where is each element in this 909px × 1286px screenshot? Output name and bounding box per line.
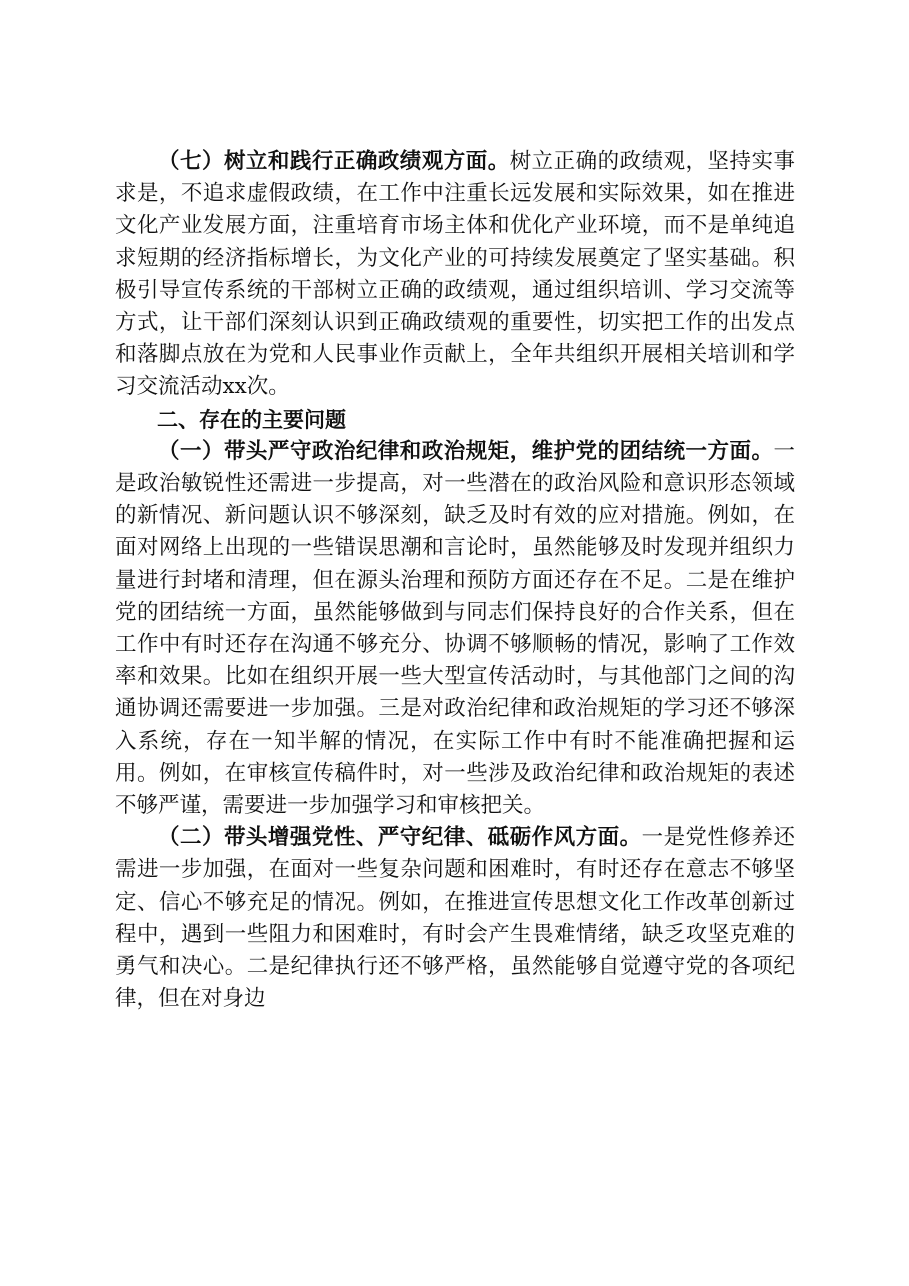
- paragraph-political-discipline: [115, 436, 795, 822]
- paragraph-text: 一是党性修养还需进一步加强，在面对一些复杂问题和困难时，有时还存在意志不够坚定、信心不够充足的情况。例如，在推进宣传思想文化工作改革创新过程中，遇到一些阻力和困难时，有时会产生畏难情绪，缺乏攻坚克难的勇气和决心。二是纪律执行还不够严格，虽然能够自觉遵守党的各项纪律，但在对身边: [115, 825, 795, 1012]
- paragraph-political-performance: [115, 146, 795, 404]
- paragraph-lead: （一）带头严守政治纪律和政治规矩，维护党的团结统一方面。: [158, 438, 774, 464]
- paragraph-lead: （二）带头增强党性、严守纪律、砥砺作风方面。: [158, 825, 642, 851]
- paragraph-lead: （七）树立和践行正确政绩观方面。: [158, 149, 510, 174]
- paragraph-party-spirit: [115, 822, 795, 1015]
- document-body: [115, 146, 795, 1015]
- paragraph-text: 树立正确的政绩观，坚持实事求是，不追求虚假政绩，在工作中注重长远发展和实际效果，如在推进文化产业发展方面，注重培育市场主体和优化产业环境，而不是单纯追求短期的经济指标增长，为文化产业的可持续发展奠定了坚实基础。积极引导宣传系统的干部树立正确的政绩观，通过组织培训、学习交流等方式，让干部们深刻认识到正确政绩观的重要性，切实把工作的出发点和落脚点放在为党和人民事业作贡献上，全年共组织开展相关培训和学习交流活动xx次。: [115, 149, 795, 400]
- section-heading: 二、存在的主要问题: [157, 407, 346, 432]
- paragraph-text: 一是政治敏锐性还需进一步提高，对一些潜在的政治风险和意识形态领域的新情况、新问题认识不够深刻，缺乏及时有效的应对措施。例如，在面对网络上出现的一些错误思潮和言论时，虽然能够及时发现并组织力量进行封堵和清理，但在源头治理和预防方面还存在不足。二是在维护党的团结统一方面，虽然能够做到与同志们保持良好的合作关系，但在工作中有时还存在沟通不够充分、协调不够顺畅的情况，影响了工作效率和效果。比如在组织开展一些大型宣传活动时，与其他部门之间的沟通协调还需要进一步加强。三是对政治纪律和政治规矩的学习还不够深入系统，存在一知半解的情况，在实际工作中有时不能准确把握和运用。例如，在审核宣传稿件时，对一些涉及政治纪律和政治规矩的表述不够严谨，需要进一步加强学习和审核把关。: [115, 438, 795, 819]
